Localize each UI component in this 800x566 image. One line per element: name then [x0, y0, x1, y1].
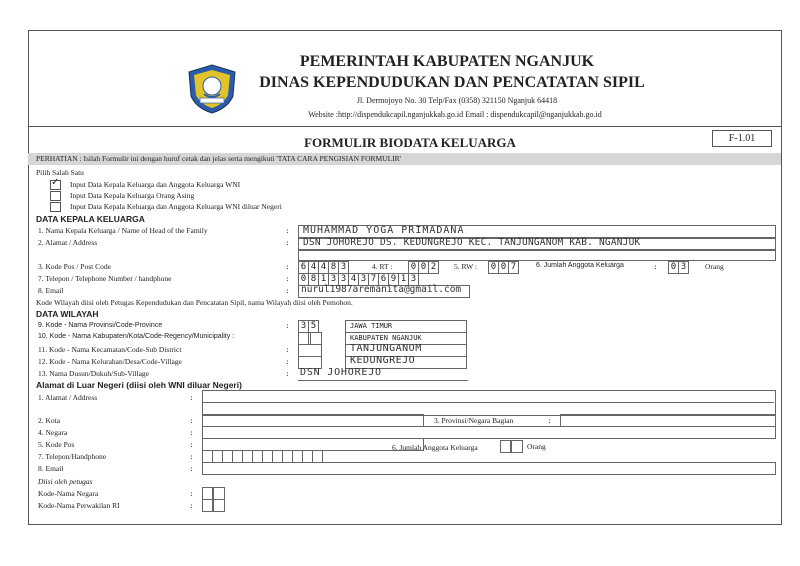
province-label: 9. Kode - Nama Provinsi/Code-Province [38, 322, 163, 329]
section-wilayah: DATA WILAYAH [36, 309, 99, 319]
notice-bar [28, 153, 781, 165]
rep-code-cell-2[interactable] [213, 499, 225, 512]
members-label: 6. Jumlah Anggota Keluarga [536, 262, 624, 269]
phone-cell[interactable]: 0 [298, 273, 308, 286]
form-code: F-1.01 [712, 130, 772, 147]
postcode-cell[interactable]: 8 [328, 261, 338, 274]
postcode-cell[interactable]: 4 [308, 261, 318, 274]
header-address: Jl. Dermojoyo No. 30 Telp/Fax (0358) 321150 Nganjuk 64418 [356, 96, 558, 105]
email-value: nurul1987aremanita@gmail.com [301, 284, 462, 295]
postcode-cell[interactable]: 3 [338, 261, 349, 274]
check-icon: ✓ [51, 177, 60, 188]
rw-cell[interactable]: 0 [488, 261, 498, 274]
address-value: DSN JOHOREJO DS. KEDUNGREJO KEC. TANJUNGANOM KAB. NGANJUK [303, 237, 641, 248]
header-gov: PEMERINTAH KABUPATEN NGANJUK [299, 53, 595, 70]
subvillage-underline [298, 380, 468, 381]
members-cell[interactable]: 3 [678, 261, 689, 274]
rep-code-label: Kode-Nama Perwakilan RI [38, 501, 120, 510]
foreign-address-label: 1. Alamat / Address [38, 393, 98, 402]
option-checkbox-asing[interactable] [50, 191, 61, 201]
rw-cell[interactable]: 0 [498, 261, 508, 274]
phone-label: 7. Telepon / Telephone Number / handphone [38, 274, 172, 283]
district-name: TANJUNGANOM [350, 343, 422, 354]
city-label: 2. Kota [38, 416, 61, 425]
rt-label: 4. RT : [372, 262, 393, 271]
form-title: FORMULIR BIODATA KELUARGA [304, 135, 516, 150]
foreign-members-label: 6. Jumlah Anggota Keluarga [392, 443, 478, 452]
members-unit: Orang [705, 262, 724, 271]
country-label: 4. Negara [38, 428, 68, 437]
regency-name: KABUPATEN NGANJUK [350, 334, 422, 342]
wilayah-note: Kode Wilayah diisi oleh Petugas Kependudukan dan Pencatatan Sipil, nama Wilayah diisi oleh Pemohon. [36, 298, 353, 307]
foreign-address-field[interactable] [202, 390, 776, 416]
foreign-phone-label: 7. Telepon/Handphone [38, 452, 107, 461]
village-name: KEDUNGREJO [350, 355, 416, 366]
country-code-label: Kode-Nama Negara [38, 489, 99, 498]
phone-cell[interactable]: 3 [328, 273, 338, 286]
foreign-email-field[interactable] [202, 462, 776, 475]
choose-label: Pilih Salah Satu [36, 168, 84, 177]
phone-cell[interactable]: 8 [308, 273, 318, 286]
rt-cell[interactable]: 0 [418, 261, 428, 274]
address-field-line2[interactable] [298, 249, 776, 261]
rt-cell[interactable]: 0 [408, 261, 418, 274]
name-label: 1. Nama Kepala Keluarga / Name of Head of the Family [38, 226, 208, 235]
village-label: 12. Kode - Nama Kelurahan/Desa/Code-Village [38, 357, 182, 366]
postcode-cell[interactable]: 6 [298, 261, 308, 274]
option-label-asing: Input Data Kepala Keluarga Orang Asing [70, 191, 195, 200]
regency-label: 10. Kode - Nama Kabupaten/Kota/Code-Regency/Municipality : [38, 333, 235, 340]
postcode-cell[interactable]: 4 [318, 261, 328, 274]
phone-cell[interactable]: 7 [368, 273, 378, 286]
phone-cell[interactable]: 6 [378, 273, 388, 286]
rep-code-cell-1[interactable] [202, 499, 213, 512]
section-luar: Alamat di Luar Negeri (diisi oleh WNI diluar Negeri) [36, 380, 242, 390]
members-cell[interactable]: 0 [668, 261, 678, 274]
phone-cell[interactable]: 1 [318, 273, 328, 286]
foreign-members-unit: Orang [527, 442, 546, 451]
email-label: 8. Email [38, 286, 64, 295]
nganjuk-logo [186, 64, 238, 114]
option-checkbox-luar[interactable] [50, 202, 61, 212]
foreign-members-cell-2[interactable] [511, 440, 523, 453]
province-state-label: 3. Provinsi/Negara Bagian [434, 416, 514, 425]
members-cells[interactable] [668, 261, 689, 274]
subvillage-label: 13. Nama Dusun/Dukuh/Sub-Village [38, 369, 149, 378]
rt-cell[interactable]: 2 [428, 261, 439, 274]
option-checkbox-wni[interactable] [50, 177, 61, 190]
phone-cell[interactable]: 3 [338, 273, 348, 286]
phone-cell[interactable]: 9 [388, 273, 398, 286]
phone-cell[interactable]: 3 [408, 273, 419, 286]
header-website: Website :http://dispendukcapil.nganjukkab.go.id Email : dispendukcapil@nganjukkab.go.id [308, 110, 602, 119]
foreign-email-label: 8. Email [38, 464, 64, 473]
district-label: 11. Kode - Nama Kecamatan/Code-Sub District [38, 345, 182, 354]
province-code-cell[interactable]: 3 [298, 320, 308, 333]
postcode-label: 3. Kode Pos / Post Code [38, 262, 111, 271]
phone-cell[interactable]: 1 [398, 273, 408, 286]
rw-cells[interactable] [488, 261, 519, 274]
name-value: MUHAMMAD YOGA PRIMADANA [303, 225, 465, 236]
rw-cell[interactable]: 7 [508, 261, 519, 274]
option-label-luar: Input Data Kepala Keluarga dan Anggota Keluarga WNI diluar Negeri [70, 202, 282, 211]
petugas-label: Diisi oleh petugas [38, 477, 93, 486]
header-dept: DINAS KEPENDUDUKAN DAN PENCATATAN SIPIL [259, 74, 645, 91]
notice-text: PERHATIAN : Isilah Formulir ini dengan huruf cetak dan jelas serta mengikuti 'TATA CARA PENGISIAN FORMULIR' [36, 154, 402, 163]
phone-cell[interactable]: 4 [348, 273, 358, 286]
foreign-postcode-label: 5. Kode Pos [38, 440, 75, 449]
subvillage-name: DSN JOHOREJO [300, 367, 382, 378]
email-field[interactable] [298, 285, 470, 298]
address-label: 2. Alamat / Address [38, 238, 98, 247]
phone-cell[interactable]: 3 [358, 273, 368, 286]
province-code-cell[interactable]: 5 [308, 320, 319, 333]
province-name: JAWA TIMUR [350, 322, 393, 330]
option-label-wni: Input Data Kepala Keluarga dan Anggota Keluarga WNI [70, 180, 241, 189]
header-divider [28, 126, 781, 127]
section-kepala: DATA KEPALA KELUARGA [36, 214, 145, 224]
rw-label: 5. RW : [454, 262, 477, 271]
foreign-members-cell-1[interactable] [500, 440, 511, 453]
